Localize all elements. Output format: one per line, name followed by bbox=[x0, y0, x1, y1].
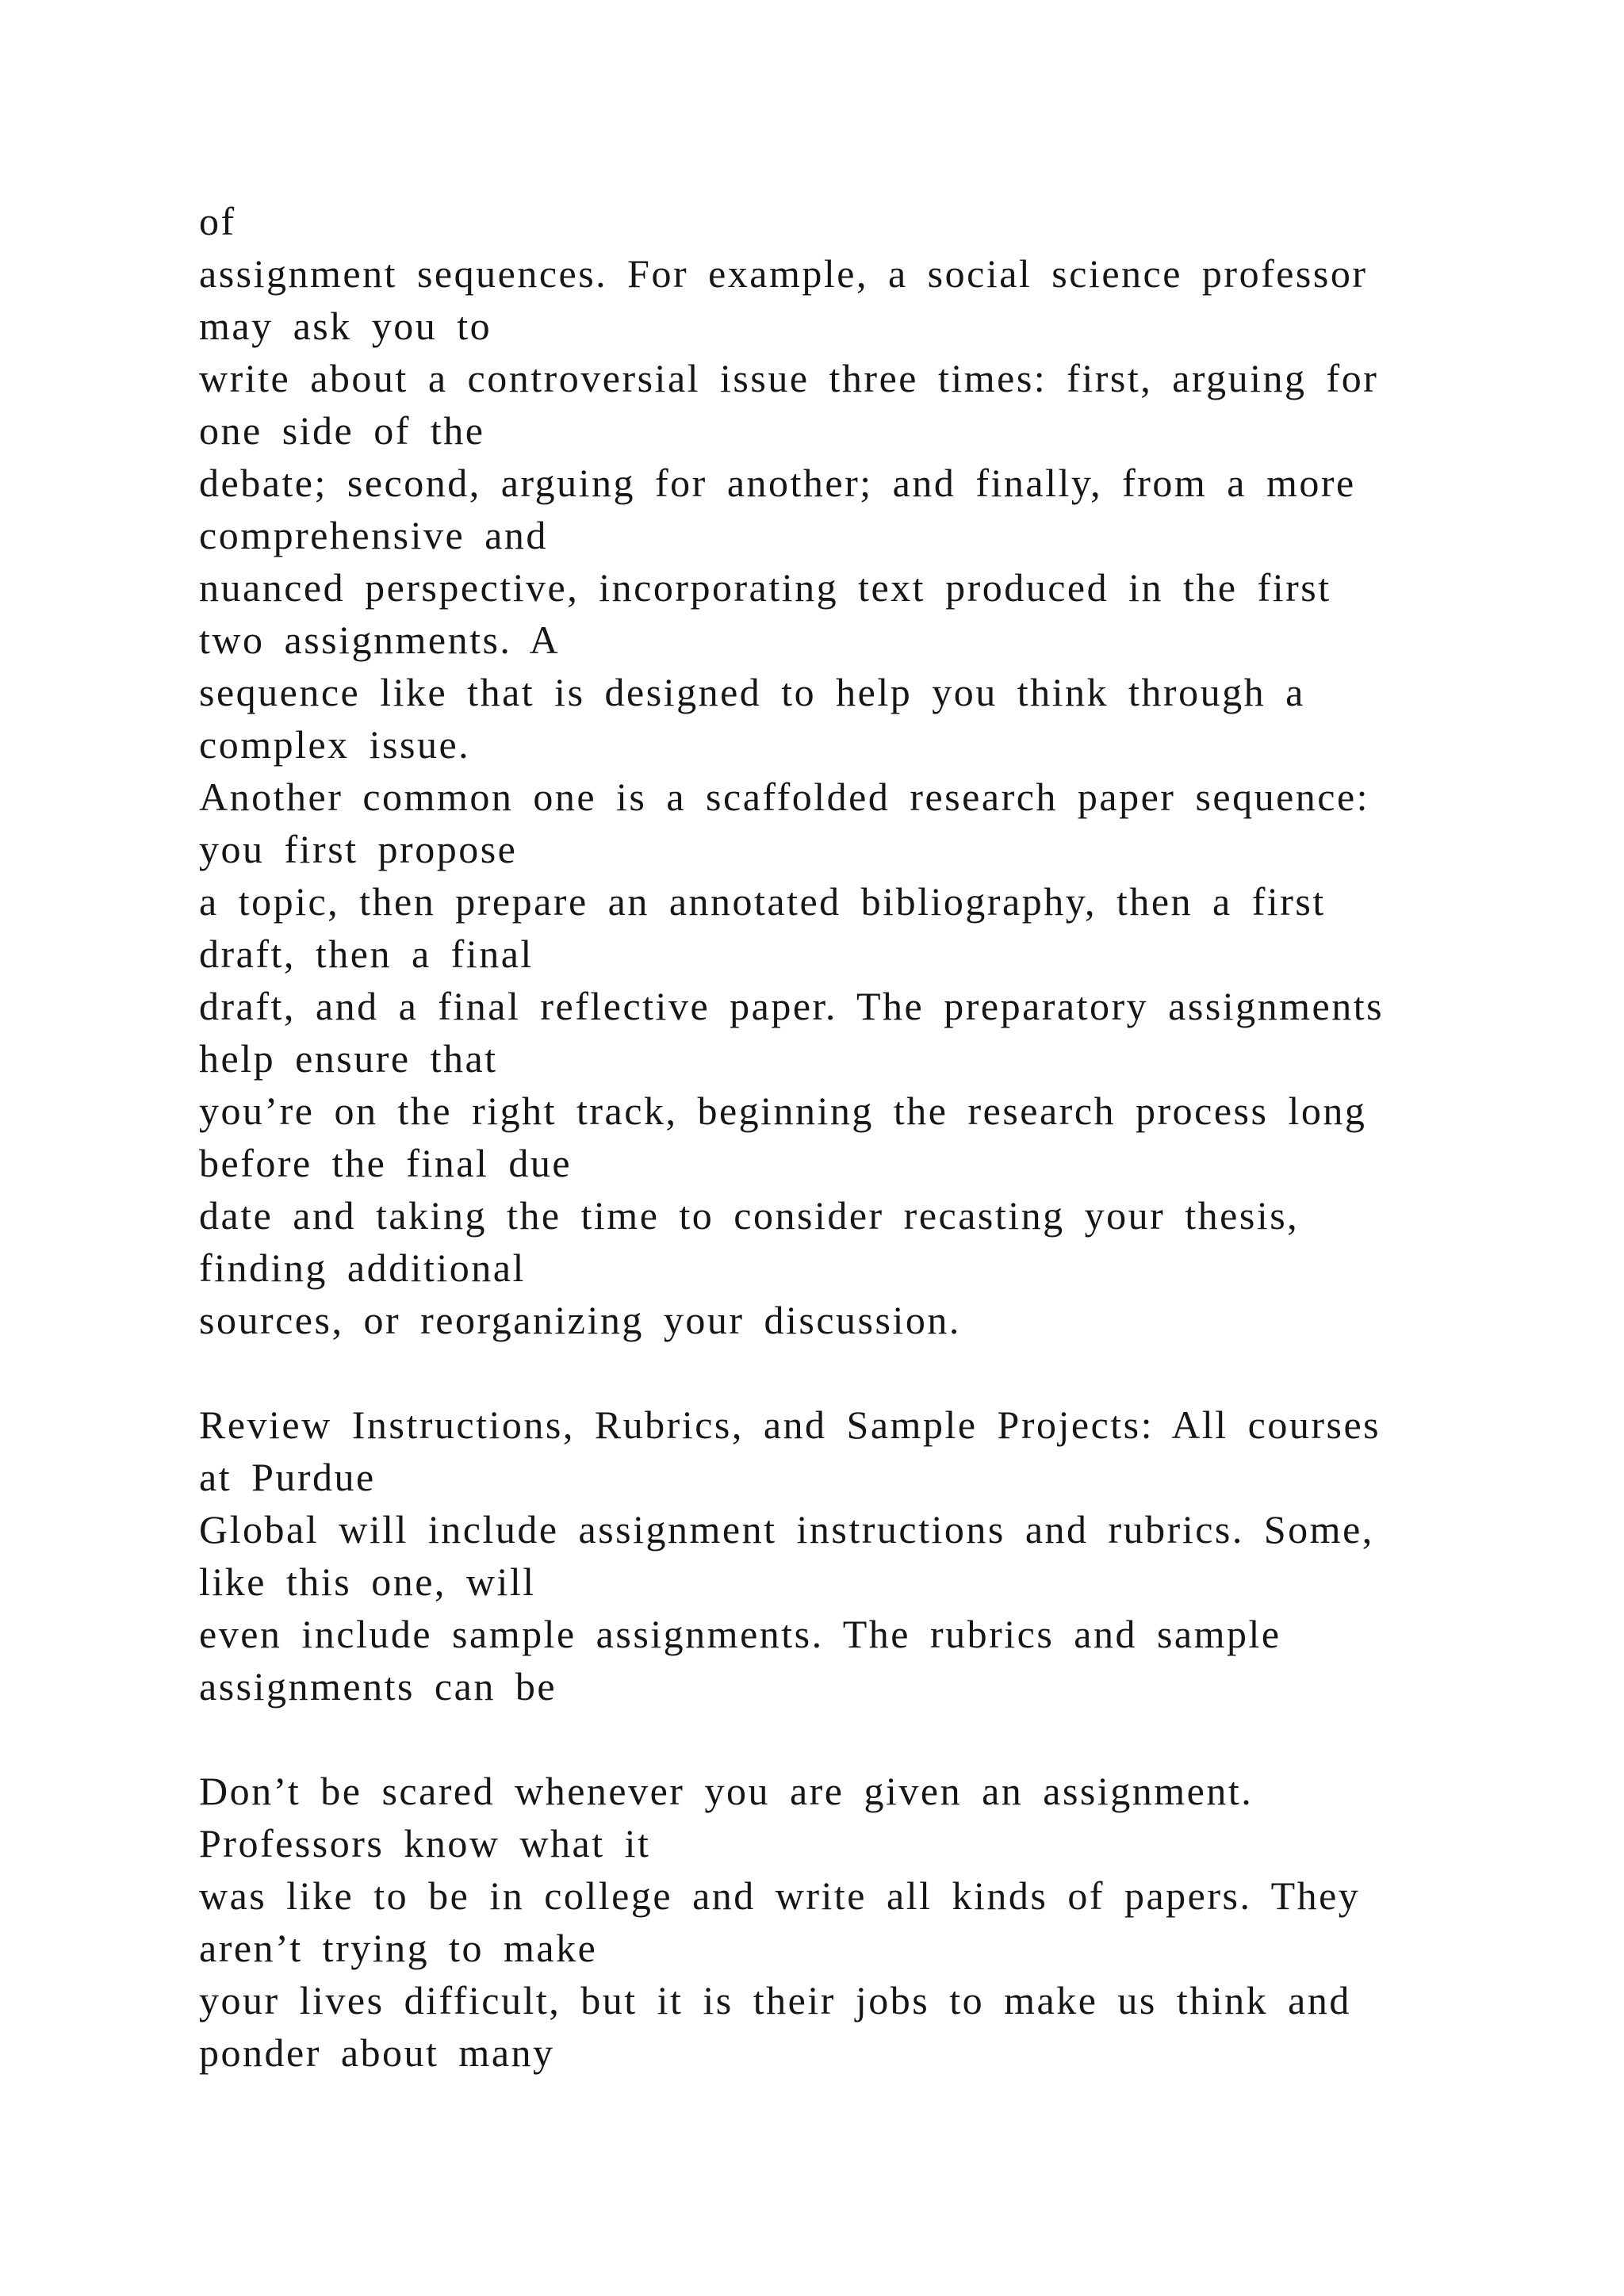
text-line: ponder about many bbox=[199, 2030, 555, 2075]
text-line: debate; second, arguing for another; and finally, from a more bbox=[199, 461, 1356, 505]
text-line: even include sample assignments. The rubrics and sample bbox=[199, 1612, 1281, 1656]
text-line: you’re on the right track, beginning the research process long bbox=[199, 1089, 1367, 1133]
text-line: Another common one is a scaffolded research paper sequence: bbox=[199, 775, 1370, 819]
text-line: help ensure that bbox=[199, 1036, 498, 1081]
text-line: nuanced perspective, incorporating text produced in the first bbox=[199, 565, 1331, 610]
text-line: two assignments. A bbox=[199, 618, 561, 662]
text-line: date and taking the time to consider recasting your thesis, bbox=[199, 1193, 1300, 1238]
text-line: Global will include assignment instructions and rubrics. Some, bbox=[199, 1507, 1374, 1552]
text-line: assignments can be bbox=[199, 1664, 557, 1709]
paragraph bbox=[199, 1399, 1465, 1712]
text-line: one side of the bbox=[199, 408, 485, 453]
text-line: draft, and a final reflective paper. The preparatory assignments bbox=[199, 984, 1385, 1028]
text-line: was like to be in college and write all kinds of papers. They bbox=[199, 1873, 1361, 1918]
text-line: a topic, then prepare an annotated bibliography, then a first bbox=[199, 879, 1326, 924]
text-line: at Purdue bbox=[199, 1455, 376, 1499]
text-line: before the final due bbox=[199, 1141, 573, 1185]
text-line: comprehensive and bbox=[199, 513, 548, 557]
text-line: draft, then a final bbox=[199, 932, 534, 976]
text-line: Don’t be scared whenever you are given an assignment. bbox=[199, 1769, 1254, 1813]
text-line: sources, or reorganizing your discussion. bbox=[199, 1298, 961, 1342]
text-line: like this one, will bbox=[199, 1559, 536, 1604]
text-line: your lives difficult, but it is their jobs to make us think and bbox=[199, 1978, 1351, 2022]
text-line: may ask you to bbox=[199, 304, 492, 348]
text-line: of bbox=[199, 199, 236, 243]
text-line: aren’t trying to make bbox=[199, 1926, 598, 1970]
text-line: Professors know what it bbox=[199, 1821, 651, 1866]
text-line: complex issue. bbox=[199, 722, 471, 767]
text-line: write about a controversial issue three times: first, arguing for bbox=[199, 356, 1379, 400]
text-line: Review Instructions, Rubrics, and Sample Projects: All courses bbox=[199, 1402, 1381, 1447]
text-line: sequence like that is designed to help you think through a bbox=[199, 670, 1305, 714]
text-line: assignment sequences. For example, a social science professor bbox=[199, 251, 1368, 296]
text-line: you first propose bbox=[199, 827, 518, 871]
paragraph bbox=[199, 1765, 1465, 2079]
text-line: finding additional bbox=[199, 1246, 526, 1290]
paragraph bbox=[199, 195, 1465, 1346]
